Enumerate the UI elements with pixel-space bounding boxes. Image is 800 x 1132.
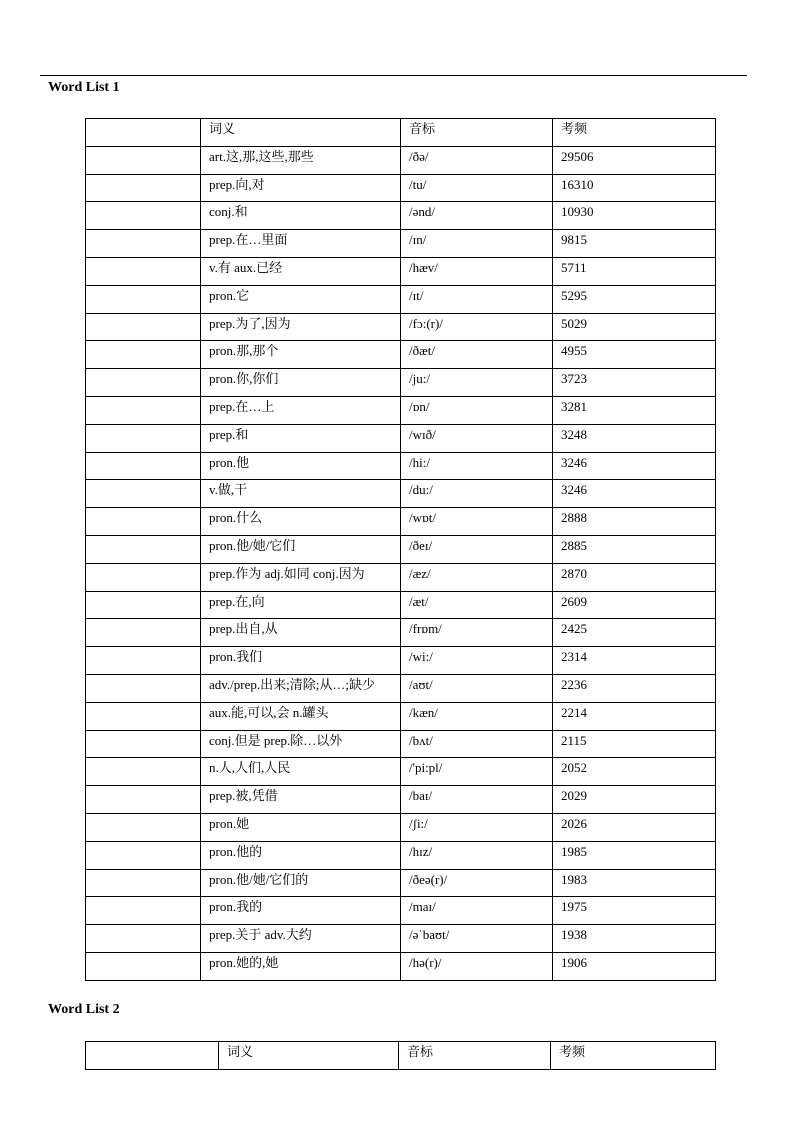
table-row bbox=[86, 897, 716, 925]
definition-cell: prep.在…里面 bbox=[201, 230, 401, 258]
word-cell bbox=[86, 674, 201, 702]
frequency-cell: 2885 bbox=[553, 535, 716, 563]
phonetic-cell: /frɒm/ bbox=[401, 619, 553, 647]
table-row bbox=[86, 535, 716, 563]
word-cell bbox=[86, 230, 201, 258]
phonetic-cell: /ənd/ bbox=[401, 202, 553, 230]
word-cell bbox=[86, 480, 201, 508]
word-list-2-table bbox=[85, 1041, 716, 1070]
phonetic-cell: /hɪz/ bbox=[401, 841, 553, 869]
word-cell bbox=[86, 396, 201, 424]
word-cell bbox=[86, 369, 201, 397]
word-list-1-table bbox=[85, 118, 716, 981]
header-phonetic: 音标 bbox=[401, 119, 553, 147]
word-cell bbox=[86, 952, 201, 980]
word-cell bbox=[86, 424, 201, 452]
definition-cell: pron.他的 bbox=[201, 841, 401, 869]
word-cell bbox=[86, 202, 201, 230]
table-row bbox=[86, 452, 716, 480]
table-row bbox=[86, 285, 716, 313]
phonetic-cell: /ðeɪ/ bbox=[401, 535, 553, 563]
definition-cell: prep.作为 adj.如同 conj.因为 bbox=[201, 563, 401, 591]
word-cell bbox=[86, 452, 201, 480]
table-row bbox=[86, 758, 716, 786]
definition-cell: pron.你,你们 bbox=[201, 369, 401, 397]
table-row bbox=[86, 563, 716, 591]
frequency-cell: 3246 bbox=[553, 480, 716, 508]
word-cell bbox=[86, 257, 201, 285]
table-row bbox=[86, 702, 716, 730]
phonetic-cell: /fɔ:(r)/ bbox=[401, 313, 553, 341]
word-cell bbox=[86, 285, 201, 313]
frequency-cell: 9815 bbox=[553, 230, 716, 258]
definition-cell: prep.为了,因为 bbox=[201, 313, 401, 341]
phonetic-cell: /tu/ bbox=[401, 174, 553, 202]
table-row bbox=[86, 396, 716, 424]
table-header-row bbox=[86, 119, 716, 147]
phonetic-cell: /bʌt/ bbox=[401, 730, 553, 758]
phonetic-cell: /wɒt/ bbox=[401, 508, 553, 536]
word-cell bbox=[86, 841, 201, 869]
definition-cell: pron.它 bbox=[201, 285, 401, 313]
header-word bbox=[86, 1042, 219, 1070]
frequency-cell: 3248 bbox=[553, 424, 716, 452]
definition-cell: prep.关于 adv.大约 bbox=[201, 925, 401, 953]
header-definition: 词义 bbox=[201, 119, 401, 147]
definition-cell: conj.和 bbox=[201, 202, 401, 230]
frequency-cell: 2609 bbox=[553, 591, 716, 619]
frequency-cell: 2888 bbox=[553, 508, 716, 536]
word-cell bbox=[86, 758, 201, 786]
table-row bbox=[86, 813, 716, 841]
definition-cell: art.这,那,这些,那些 bbox=[201, 146, 401, 174]
table-row bbox=[86, 591, 716, 619]
frequency-cell: 5029 bbox=[553, 313, 716, 341]
phonetic-cell: /ðæt/ bbox=[401, 341, 553, 369]
definition-cell: pron.他 bbox=[201, 452, 401, 480]
phonetic-cell: /wɪð/ bbox=[401, 424, 553, 452]
phonetic-cell: /əˈbaʊt/ bbox=[401, 925, 553, 953]
phonetic-cell: /ɪt/ bbox=[401, 285, 553, 313]
frequency-cell: 3281 bbox=[553, 396, 716, 424]
word-list-1-title: Word List 1 bbox=[48, 80, 120, 95]
word-cell bbox=[86, 925, 201, 953]
phonetic-cell: /hæv/ bbox=[401, 257, 553, 285]
word-cell bbox=[86, 313, 201, 341]
frequency-cell: 2026 bbox=[553, 813, 716, 841]
word-list-2-body bbox=[86, 1042, 716, 1070]
frequency-cell: 2115 bbox=[553, 730, 716, 758]
frequency-cell: 4955 bbox=[553, 341, 716, 369]
word-cell bbox=[86, 786, 201, 814]
table-row bbox=[86, 146, 716, 174]
definition-cell: prep.和 bbox=[201, 424, 401, 452]
phonetic-cell: /kæn/ bbox=[401, 702, 553, 730]
table-row bbox=[86, 424, 716, 452]
definition-cell: pron.她的,她 bbox=[201, 952, 401, 980]
definition-cell: prep.出自,从 bbox=[201, 619, 401, 647]
phonetic-cell: /ðeə(r)/ bbox=[401, 869, 553, 897]
phonetic-cell: /æt/ bbox=[401, 591, 553, 619]
word-cell bbox=[86, 591, 201, 619]
definition-cell: prep.在…上 bbox=[201, 396, 401, 424]
definition-cell: pron.那,那个 bbox=[201, 341, 401, 369]
header-frequency: 考频 bbox=[553, 119, 716, 147]
word-cell bbox=[86, 813, 201, 841]
frequency-cell: 3723 bbox=[553, 369, 716, 397]
phonetic-cell: /baɪ/ bbox=[401, 786, 553, 814]
header-word bbox=[86, 119, 201, 147]
frequency-cell: 1985 bbox=[553, 841, 716, 869]
definition-cell: pron.他/她/它们的 bbox=[201, 869, 401, 897]
table-row bbox=[86, 925, 716, 953]
table-row bbox=[86, 869, 716, 897]
definition-cell: pron.他/她/它们 bbox=[201, 535, 401, 563]
table-row bbox=[86, 202, 716, 230]
word-list-1-body bbox=[86, 119, 716, 981]
phonetic-cell: /ɪn/ bbox=[401, 230, 553, 258]
definition-cell: prep.在,向 bbox=[201, 591, 401, 619]
phonetic-cell: /hi:/ bbox=[401, 452, 553, 480]
frequency-cell: 2214 bbox=[553, 702, 716, 730]
definition-cell: pron.我的 bbox=[201, 897, 401, 925]
table-row bbox=[86, 508, 716, 536]
frequency-cell: 5295 bbox=[553, 285, 716, 313]
table-row bbox=[86, 647, 716, 675]
definition-cell: pron.我们 bbox=[201, 647, 401, 675]
definition-cell: v.做,干 bbox=[201, 480, 401, 508]
frequency-cell: 3246 bbox=[553, 452, 716, 480]
word-cell bbox=[86, 174, 201, 202]
frequency-cell: 2425 bbox=[553, 619, 716, 647]
word-cell bbox=[86, 730, 201, 758]
frequency-cell: 1983 bbox=[553, 869, 716, 897]
frequency-cell: 1975 bbox=[553, 897, 716, 925]
table-row bbox=[86, 230, 716, 258]
word-list-2-title: Word List 2 bbox=[48, 1002, 120, 1017]
phonetic-cell: /wi:/ bbox=[401, 647, 553, 675]
word-cell bbox=[86, 563, 201, 591]
table-row bbox=[86, 674, 716, 702]
frequency-cell: 2029 bbox=[553, 786, 716, 814]
phonetic-cell: /du:/ bbox=[401, 480, 553, 508]
phonetic-cell: /ɒn/ bbox=[401, 396, 553, 424]
table-row bbox=[86, 257, 716, 285]
frequency-cell: 10930 bbox=[553, 202, 716, 230]
frequency-cell: 1938 bbox=[553, 925, 716, 953]
phonetic-cell: /æz/ bbox=[401, 563, 553, 591]
frequency-cell: 1906 bbox=[553, 952, 716, 980]
frequency-cell: 2236 bbox=[553, 674, 716, 702]
frequency-cell: 29506 bbox=[553, 146, 716, 174]
table-row bbox=[86, 341, 716, 369]
top-divider bbox=[40, 75, 747, 76]
table-row bbox=[86, 730, 716, 758]
phonetic-cell: /ʃi:/ bbox=[401, 813, 553, 841]
table-row bbox=[86, 369, 716, 397]
table-row bbox=[86, 313, 716, 341]
phonetic-cell: /hə(r)/ bbox=[401, 952, 553, 980]
definition-cell: pron.她 bbox=[201, 813, 401, 841]
header-phonetic: 音标 bbox=[399, 1042, 551, 1070]
word-cell bbox=[86, 146, 201, 174]
phonetic-cell: /maɪ/ bbox=[401, 897, 553, 925]
table-row bbox=[86, 841, 716, 869]
table-header-row bbox=[86, 1042, 716, 1070]
frequency-cell: 2052 bbox=[553, 758, 716, 786]
definition-cell: conj.但是 prep.除…以外 bbox=[201, 730, 401, 758]
word-cell bbox=[86, 869, 201, 897]
table-row bbox=[86, 619, 716, 647]
word-cell bbox=[86, 619, 201, 647]
definition-cell: n.人,人们,人民 bbox=[201, 758, 401, 786]
word-cell bbox=[86, 702, 201, 730]
frequency-cell: 5711 bbox=[553, 257, 716, 285]
header-definition: 词义 bbox=[219, 1042, 399, 1070]
phonetic-cell: /ðə/ bbox=[401, 146, 553, 174]
table-row bbox=[86, 480, 716, 508]
table-row bbox=[86, 952, 716, 980]
word-cell bbox=[86, 341, 201, 369]
frequency-cell: 2314 bbox=[553, 647, 716, 675]
phonetic-cell: /ju:/ bbox=[401, 369, 553, 397]
phonetic-cell: /'pi:pl/ bbox=[401, 758, 553, 786]
definition-cell: aux.能,可以,会 n.罐头 bbox=[201, 702, 401, 730]
word-cell bbox=[86, 508, 201, 536]
definition-cell: prep.被,凭借 bbox=[201, 786, 401, 814]
frequency-cell: 16310 bbox=[553, 174, 716, 202]
definition-cell: adv./prep.出来;清除;从…;缺少 bbox=[201, 674, 401, 702]
word-cell bbox=[86, 535, 201, 563]
table-row bbox=[86, 174, 716, 202]
word-cell bbox=[86, 897, 201, 925]
frequency-cell: 2870 bbox=[553, 563, 716, 591]
header-frequency: 考频 bbox=[551, 1042, 716, 1070]
definition-cell: v.有 aux.已经 bbox=[201, 257, 401, 285]
definition-cell: pron.什么 bbox=[201, 508, 401, 536]
table-row bbox=[86, 786, 716, 814]
phonetic-cell: /aʊt/ bbox=[401, 674, 553, 702]
definition-cell: prep.向,对 bbox=[201, 174, 401, 202]
word-cell bbox=[86, 647, 201, 675]
